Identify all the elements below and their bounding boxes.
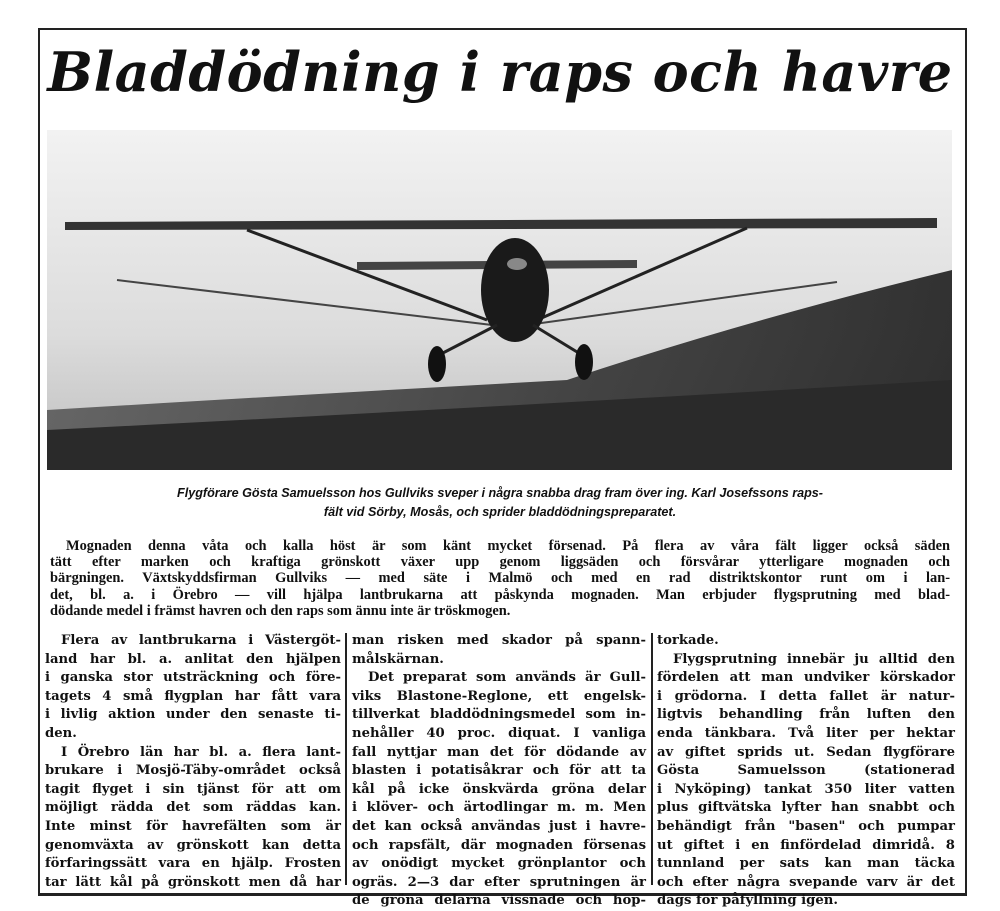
text-line: viks Blastone-Reglone, ett engelsk- [352,688,646,704]
text-line: I Örebro län har bl. a. flera lant- [61,744,341,760]
text-line: blasten i potatisåkrar och för att ta [352,763,646,779]
text-line: målskärnan. [352,651,444,667]
text-line: i grödorna. I detta fallet är natur- [657,688,955,704]
text-line: nehåller 40 proc. diquat. I vanliga [352,725,646,741]
text-line: i Nyköping) tankat 350 liter vatten [657,781,955,797]
text-line: brukare i Mosjö-Täby-området också [45,763,341,779]
caption-line: Flygförare Gösta Samuelsson hos Gullviks sveper i några snabba drag fram över ing. Karl Josefssons raps- [177,486,823,500]
text-line: tillverkat bladdödningsmedel som in- [352,707,646,723]
text-line: land har bl. a. anlitat den hjälpen [45,651,341,667]
text-line: man risken med skador på spann- [352,633,646,648]
caption-line: fält vid Sörby, Mosås, och sprider bladdödningspreparatet. [323,505,677,519]
airplane-photo [47,130,952,470]
text-line: och efter några svepande varv är det [657,874,955,890]
text-line: fördelen att man undviker körskador [657,670,955,686]
text-line: ut giftet i en finfördelad dimridå. 8 [657,837,955,853]
text-line: tar lätt kål på grönskott men då har [45,874,341,890]
text-line: förfaringssätt vara en hjälp. Frosten [45,856,341,872]
text-line: torkade. [657,633,719,648]
text-line: i klöver- och ärtodlingar m. m. Men [352,800,646,816]
text-line: Mognaden denna våta och kalla höst är som känt mycket försenad. På flera av våra fält ligger också säden [66,538,950,554]
text-line: Flygsprutning innebär ju alltid den [673,651,955,667]
text-line: och rapsfält, där mognaden försenas [352,837,646,853]
text-line: det kan också användas just i havre- [352,818,646,834]
text-line: bärgningen. Växtskyddsfirman Gullviks — med säte i Malmö och med en rad distriktskontor runt om i lan- [50,570,950,587]
text-line: dags för påfyllning igen. [657,893,838,909]
lead-paragraph [50,538,950,619]
text-line: ogräs. 2—3 dar efter sprutningen är [352,874,646,890]
text-line: tagit flyget i sin tjänst för att om [45,781,341,797]
text-line: fall nyttjar man det för dödande av [352,744,646,760]
text-line: enda tänkbara. Två liter per hektar [657,725,955,741]
column-rule [345,633,347,885]
headline: Bladdödning i raps och havre [47,40,953,104]
text-line: möjligt rädda det som räddas kan. [45,800,341,816]
body-column-1 [45,632,341,892]
text-line: genomväxta av grönskott kan detta [45,837,341,853]
text-line: ligtvis behandling från luften den [657,707,955,723]
text-line: tagets 4 små flygplan har fått vara [45,688,341,704]
text-line: Inte minst för havrefälten som är [45,818,341,834]
text-line: tätt efter marken och kraftiga grönskott växer upp genom liggsäden och försvårar ytterligare mognaden och [50,554,950,571]
text-line: dödande medel i främst havren och den raps som ännu inte är tröskmogen. [50,602,511,619]
text-line: kål på icke önskvärda gröna delar [352,781,646,797]
text-line: tunnland per sats kan man täcka [657,856,955,872]
text-line: Det preparat som används är Gull- [368,670,646,686]
text-line: de gröna delarna vissnade och hop- [352,893,646,909]
text-line: i ganska stor utsträckning och före- [45,670,341,686]
text-line: den. [45,725,77,741]
column-rule [651,633,653,885]
text-line: det, bl. a. i Örebro — vill hjälpa lantbrukarna att påskynda mognaden. Man erbjuder flygsprutning med blad- [50,586,950,603]
text-line: behändigt från "basen" och pumpar [657,818,955,834]
text-line: av onödigt mycket grönplantor och [352,856,646,872]
body-column-2 [352,632,646,911]
text-line: Gösta Samuelsson (stationerad [657,763,955,779]
text-line: i livlig aktion under den senaste ti- [45,707,341,723]
text-line: plus giftvätska lyfter han snabbt och [657,800,955,816]
text-line: Flera av lantbrukarna i Västergöt- [61,633,341,648]
text-line: av giftet sprids ut. Sedan flygförare [657,744,955,760]
body-column-3 [657,632,955,911]
photo-caption [48,484,952,522]
